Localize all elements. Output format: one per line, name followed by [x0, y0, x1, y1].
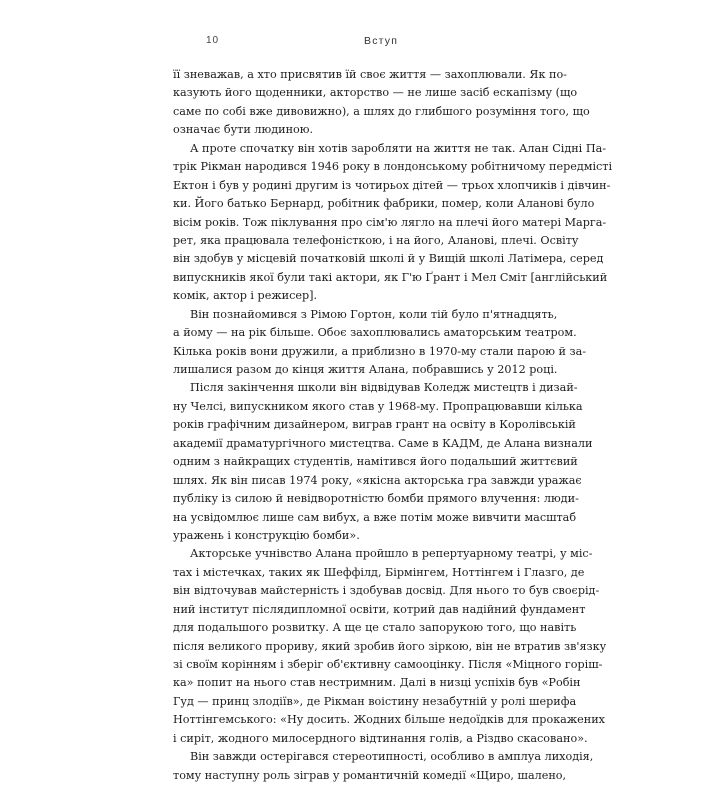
- text-line: Ноттінгемського: «Ну досить. Жодних більше недоїдків для прокажених: [173, 713, 605, 727]
- text-line: Після закінчення школи він відвідував Коледж мистецтв і дизай-: [190, 381, 578, 395]
- text-line: Ектон і був у родині другим із чотирьох дітей — трьох хлопчиків і дівчин-: [173, 178, 611, 192]
- text-line: Він завжди остерігався стереотипності, особливо в амплуа лиходія,: [190, 750, 594, 764]
- paragraph: [173, 66, 590, 140]
- text-line: і сиріт, жодного милосердного відтинання голів, а Різдво скасовано».: [173, 731, 588, 745]
- text-line: а йому — на рік більше. Обоє захоплювались аматорським театром.: [173, 326, 577, 340]
- paragraph: [173, 140, 613, 306]
- paragraph: [173, 748, 594, 785]
- text-line: шлях. Як він писав 1974 року, «якісна акторська гра завжди уражає: [173, 473, 582, 487]
- text-line: тах і містечках, таких як Шеффілд, Бірмінгем, Ноттінгем і Глазго, де: [173, 565, 585, 579]
- running-head: [0, 35, 720, 51]
- text-line: ка» попит на нього став нестримним. Далі в низці успіхів був «Робін: [173, 676, 581, 690]
- text-line: випускників якої були такі актори, як Г'ю Ґрант і Мел Сміт [англійський: [173, 270, 608, 284]
- text-line: її зневажав, а хто присвятив їй своє життя — захоплювали. Як по-: [173, 68, 567, 81]
- text-line: років графічним дизайнером, виграв грант на освіту в Королівській: [173, 418, 576, 432]
- text-line: Він познайомився з Рімою Гортон, коли тій було п'ятнадцять,: [190, 307, 558, 321]
- text-line: Акторське учнівство Алана пройшло в репертуарному театрі, у міс-: [190, 547, 593, 561]
- text-line: академії драматургічного мистецтва. Саме в КАДМ, де Алана визнали: [173, 436, 593, 450]
- text-line: Гуд — принц злодіїв», де Рікман воістину незабутній у ролі шерифа: [173, 694, 577, 708]
- text-line: тому наступну роль зіграв у романтичній комедії «Щиро, шалено,: [173, 768, 567, 782]
- text-line: уражень і конструкцію бомби».: [173, 528, 360, 542]
- text-line: казують його щоденники, акторство — не лише засіб ескапізму (що: [173, 86, 578, 100]
- text-line: комік, актор і режисер].: [173, 289, 318, 303]
- text-line: ний інститут післядипломної освіти, котрий дав надійний фундамент: [173, 602, 586, 616]
- text-line: А проте спочатку він хотів заробляти на життя не так. Алан Сідні Па-: [190, 141, 607, 155]
- text-line: для подальшого розвитку. А ще це стало запорукою того, що навіть: [173, 621, 577, 635]
- text-line: ки. Його батько Бернард, робітник фабрики, помер, коли Аланові було: [173, 197, 595, 211]
- text-line: трік Рікман народився 1946 року в лондонському робітничому передмісті: [173, 160, 613, 174]
- text-line: вісім років. Тож піклування про сім'ю лягло на плечі його матері Марга-: [173, 215, 607, 229]
- text-line: ну Челсі, випускником якого став у 1968-му. Пропрацювавши кілька: [173, 399, 583, 413]
- text-line: рет, яка працювала телефоністкою, і на його, Аланові, плечі. Освіту: [173, 233, 579, 247]
- text-line: одним з найкращих студентів, намітився його подальший життєвий: [173, 455, 578, 469]
- chapter-title: Вступ: [364, 35, 399, 47]
- text-line: він здобув у місцевій початковій школі й у Вищій школі Латімера, серед: [173, 252, 604, 266]
- text-line: на усвідомлює лише сам вибух, а вже потім може вивчити масштаб: [173, 510, 577, 524]
- text-line: Кілька років вони дружили, а приблизно в 1970-му стали парою й за-: [173, 344, 587, 358]
- page-number: 10: [206, 35, 220, 46]
- paragraph: [173, 306, 587, 380]
- paragraph: [173, 545, 607, 748]
- text-line: він відточував майстерність і здобував досвід. Для нього то був своєрід-: [173, 584, 600, 598]
- text-line: зі своїм корінням і зберіг об'єктивну самооцінку. Після «Міцного горіш-: [173, 658, 603, 671]
- text-line: саме по собі вже дивовижно), а шлях до глибшого розуміння того, що: [173, 104, 590, 118]
- text-line: означає бути людиною.: [173, 123, 314, 137]
- text-line: лишалися разом до кінця життя Алана, побравшись у 2012 році.: [173, 363, 558, 376]
- body-text: [173, 66, 613, 785]
- text-line: після великого прориву, який зробив його зіркою, він не втратив зв'язку: [173, 639, 607, 653]
- paragraph: [173, 379, 593, 545]
- text-line: публіку із силою й невідворотністю бомби прямого влучення: люди-: [173, 492, 579, 506]
